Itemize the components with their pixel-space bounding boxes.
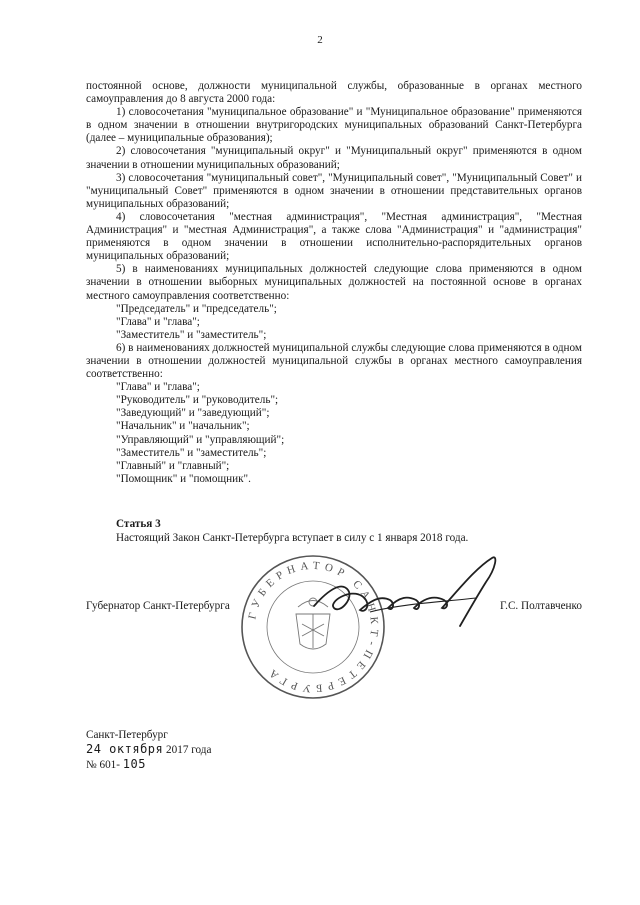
word-pair: "Управляющий" и "управляющий"; — [116, 433, 285, 446]
word-pair: "Заведующий" и "заведующий"; — [116, 407, 270, 420]
number-prefix: № 601- — [86, 759, 120, 771]
article-title: Статья 3 — [116, 518, 161, 530]
document-footer — [86, 728, 211, 772]
paragraph-item-5: 5) в наименованиях муниципальных должностей следующие слова применяются в одном значении в отношении выборных муниципальных должностей на постоянной основе в органах местного самоуправления соответственно: — [86, 263, 582, 302]
governor-title: Губернатор Санкт-Петербурга — [86, 600, 230, 612]
word-pair: "Начальник" и "начальник"; — [116, 420, 250, 433]
word-pair: "Председатель" и "председатель"; — [116, 302, 277, 315]
word-pair: "Главный" и "главный"; — [116, 459, 230, 472]
seal-text: ГУБЕРНАТОР САНКТ-ПЕТЕРБУРГА — [246, 559, 381, 695]
date-year: 2017 года — [166, 744, 212, 756]
word-pair: "Руководитель" и "руководитель"; — [116, 394, 279, 407]
paragraph-item-3: 3) словосочетания "муниципальный совет", "Муниципальный совет", "Муниципальный Совет" и "муниципальный Совет" применяются в одном значении в отношении представительных органов муниципальных образований; — [86, 171, 582, 210]
date-handwritten: 24 октября — [86, 742, 164, 756]
paragraph-intro: постоянной основе, должности муниципальной службы, образованные в органах местного самоуправления до 8 августа 2000 года: — [86, 80, 582, 106]
paragraph-item-2: 2) словосочетания "муниципальный округ" и "Муниципальный округ" применяются в одном значении в отношении муниципальных образований; — [86, 145, 582, 171]
document-body — [86, 80, 582, 486]
word-pair: "Глава" и "глава"; — [116, 315, 200, 328]
paragraph-item-6: 6) в наименованиях должностей муниципальной службы следующие слова применяются в одном значении в отношении должностей муниципальной службы в органах местного самоуправления соответственно: — [86, 341, 582, 381]
word-pair: "Заместитель" и "заместитель"; — [116, 328, 267, 341]
handwritten-signature — [300, 548, 510, 638]
paragraph-item-1: 1) словосочетания "муниципальное образование" и "Муниципальное образование" применяются в одном значении в отношении внутригородских муниципальных образований Санкт-Петербурга (далее – муниципальные образования); — [86, 106, 582, 145]
date-line — [86, 742, 211, 757]
paragraph-item-4: 4) словосочетания "местная администрация", "Местная администрация", "Местная Администрация" и "местная Администрация", а также слова "Администрация" и "администрация" применяются в одном значении в отношении исполнительно-распорядительных органов муниципальных образований; — [86, 210, 582, 263]
word-pair: "Помощник" и "помощник". — [116, 472, 251, 485]
city-label: Санкт-Петербург — [86, 729, 168, 741]
governor-name: Г.С. Полтавченко — [499, 600, 582, 612]
page-number: 2 — [317, 34, 323, 46]
number-line — [86, 757, 211, 772]
word-pair: "Глава" и "глава"; — [116, 381, 200, 394]
article-text: Настоящий Закон Санкт-Петербурга вступает в силу с 1 января 2018 года. — [116, 532, 469, 544]
word-pair: "Заместитель" и "заместитель"; — [116, 446, 267, 459]
article-3 — [116, 517, 586, 545]
number-handwritten: 105 — [122, 757, 146, 771]
